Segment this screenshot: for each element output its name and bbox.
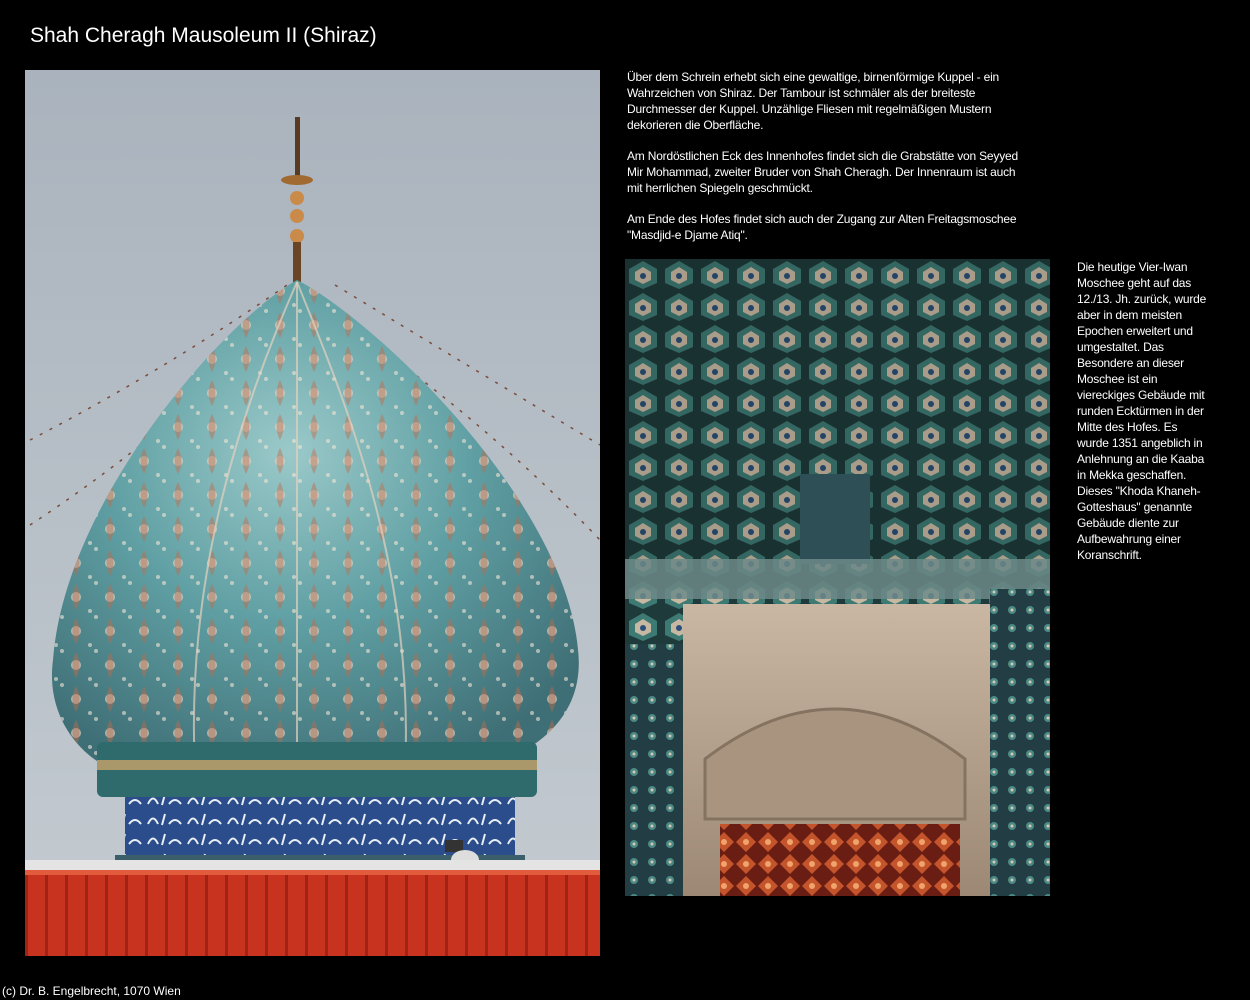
- footer-copyright: (c) Dr. B. Engelbrecht, 1070 Wien: [2, 984, 181, 998]
- portal-photo: [625, 259, 1050, 896]
- side-note: [1077, 259, 1207, 578]
- description-paragraph-2: Am Nordöstlichen Eck des Innenhofes findet sich die Grabstätte von Seyyed Mir Mohammad, zweiter Bruder von Shah Cheragh. Der Innenraum ist auch mit herrlichen Spiegeln geschmückt.: [627, 149, 1018, 195]
- side-note-text: Die heutige Vier-Iwan Moschee geht auf das 12./13. Jh. zurück, wurde aber in dem meisten Epochen erweitert und umgestaltet. Das Besondere an dieser Moschee ist ein viereckiges Gebäude mit runden Ecktürmen in der Mitte des Hofes. Es wurde 1351 angeblich in Anlehnung an die Kaaba in Mekka geschaffen. Dieses "Khoda Khaneh-Gotteshaus" genannte Gebäude diente zur Aufbewahrung einer Koranschrift.: [1077, 260, 1207, 562]
- description-paragraph-1: Über dem Schrein erhebt sich eine gewaltige, birnenförmige Kuppel - ein Wahrzeichen von Shiraz. Der Tambour ist schmäler als der breiteste Durchmesser der Kuppel. Unzählige Fliesen mit regelmäßigen Mustern dekorieren die Oberfläche.: [627, 70, 1000, 132]
- page-title: Shah Cheragh Mausoleum II (Shiraz): [30, 24, 377, 47]
- dome-photo: [25, 70, 600, 956]
- description-paragraph-3: Am Ende des Hofes findet sich auch der Zugang zur Alten Freitagsmoschee "Masdjid-e Djame Atiq".: [627, 212, 1017, 242]
- description-block: [627, 69, 1027, 258]
